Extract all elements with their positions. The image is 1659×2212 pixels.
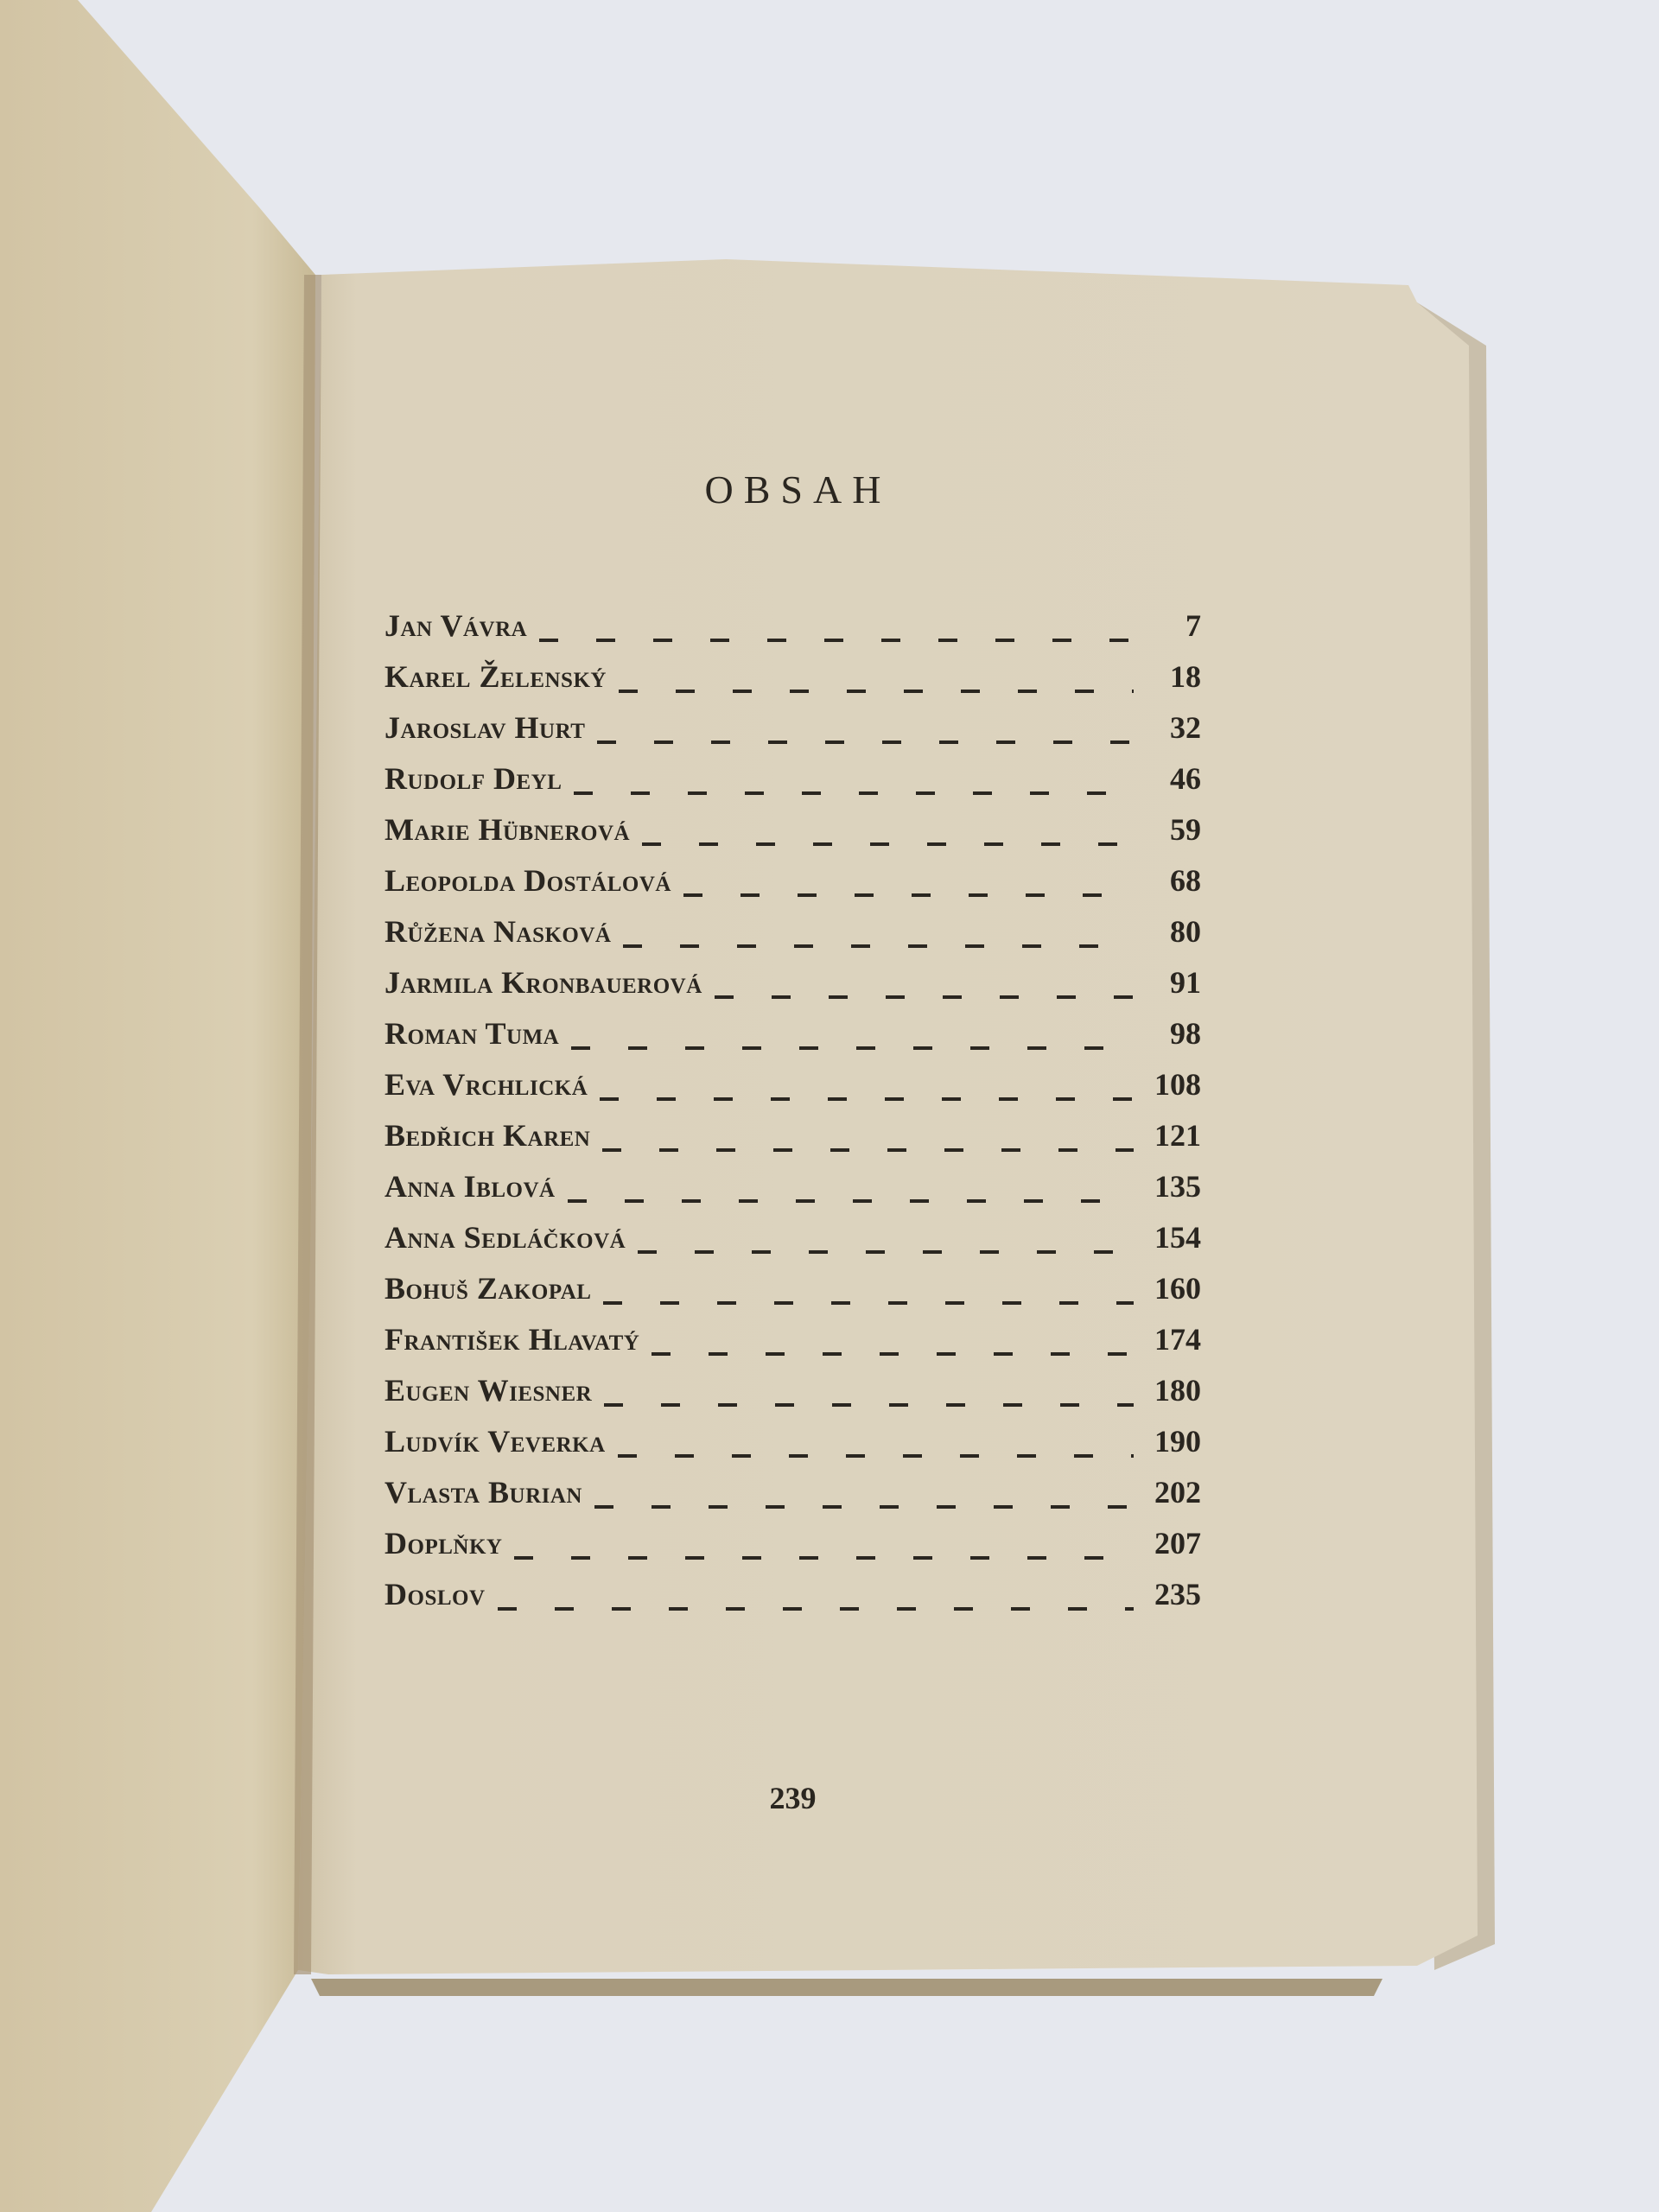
toc-entry-name: Jaroslav Hurt	[385, 710, 586, 745]
toc-entry	[385, 1219, 1201, 1270]
dot-leader	[603, 1301, 1134, 1305]
toc-entry-page: 207	[1154, 1526, 1201, 1560]
toc-entry	[385, 658, 1201, 709]
contents-page	[385, 467, 1201, 1815]
toc-entry-name: Jarmila Kronbauerová	[385, 965, 702, 1000]
dot-leader	[514, 1556, 1134, 1560]
dot-leader	[652, 1352, 1134, 1356]
toc-entry-page: 202	[1154, 1475, 1201, 1510]
dot-leader	[571, 1046, 1134, 1050]
toc-entry	[385, 1270, 1201, 1321]
toc-entry-page: 32	[1170, 710, 1201, 745]
dot-leader	[715, 995, 1134, 999]
dot-leader	[618, 1454, 1134, 1458]
dot-leader	[594, 1505, 1134, 1509]
toc-entry-page: 174	[1154, 1322, 1201, 1357]
toc-entry-name: Leopolda Dostálová	[385, 863, 671, 898]
page-bottom-edge	[311, 1979, 1382, 1996]
toc-entry	[385, 811, 1201, 862]
toc-entry-name: Roman Tuma	[385, 1016, 560, 1051]
toc-entry	[385, 1525, 1201, 1576]
toc-entry-page: 154	[1154, 1220, 1201, 1255]
toc-entry-name: Eugen Wiesner	[385, 1373, 593, 1408]
toc-entry-page: 59	[1170, 812, 1201, 847]
toc-entry	[385, 1474, 1201, 1525]
toc-entry-name: Ludvík Veverka	[385, 1424, 606, 1459]
dot-leader	[597, 741, 1134, 744]
dot-leader	[539, 639, 1134, 642]
toc-entry	[385, 760, 1201, 811]
toc-entry-page: 18	[1170, 659, 1201, 694]
toc-entry-name: Růžena Nasková	[385, 914, 612, 949]
dot-leader	[498, 1607, 1134, 1611]
toc-entry	[385, 913, 1201, 964]
toc-entry-page: 7	[1185, 608, 1201, 643]
toc-entry	[385, 1423, 1201, 1474]
dot-leader	[623, 944, 1134, 948]
dot-leader	[683, 893, 1134, 897]
toc-entry	[385, 1015, 1201, 1066]
toc-entry-page: 91	[1170, 965, 1201, 1000]
toc-entry	[385, 1576, 1201, 1627]
dot-leader	[604, 1403, 1134, 1407]
toc-entry-page: 235	[1154, 1577, 1201, 1611]
toc-entry-page: 98	[1170, 1016, 1201, 1051]
toc-entry-name: Eva Vrchlická	[385, 1067, 588, 1102]
toc-entry-name: Vlasta Burian	[385, 1475, 582, 1510]
left-page	[0, 0, 315, 2212]
toc-entry	[385, 1117, 1201, 1168]
toc-entry-name: Karel Želenský	[385, 659, 607, 694]
toc-entry	[385, 709, 1201, 760]
toc-entry	[385, 964, 1201, 1015]
dot-leader	[638, 1250, 1134, 1254]
page-title: OBSAH	[704, 467, 892, 512]
toc-entry	[385, 1321, 1201, 1372]
dot-leader	[600, 1097, 1134, 1101]
toc-entry-name: Jan Vávra	[385, 608, 528, 643]
dot-leader	[619, 690, 1134, 693]
dot-leader	[602, 1148, 1134, 1152]
toc-entry-name: Bedřich Karen	[385, 1118, 591, 1153]
toc-entry	[385, 1372, 1201, 1423]
toc-entry-page: 160	[1154, 1271, 1201, 1306]
toc-entry-name: Doplňky	[385, 1526, 503, 1560]
toc-entry-page: 68	[1170, 863, 1201, 898]
toc-entry-page: 190	[1154, 1424, 1201, 1459]
toc-entry-name: Doslov	[385, 1577, 486, 1611]
toc-entry-name: František Hlavatý	[385, 1322, 640, 1357]
table-of-contents	[385, 607, 1201, 1627]
toc-entry-page: 180	[1154, 1373, 1201, 1408]
dot-leader	[568, 1199, 1134, 1203]
toc-entry-page: 108	[1154, 1067, 1201, 1102]
toc-entry	[385, 862, 1201, 913]
toc-entry-name: Marie Hübnerová	[385, 812, 631, 847]
toc-entry	[385, 1066, 1201, 1117]
toc-entry-name: Bohuš Zakopal	[385, 1271, 592, 1306]
toc-entry-page: 135	[1154, 1169, 1201, 1204]
toc-entry-name: Rudolf Deyl	[385, 761, 563, 796]
dot-leader	[642, 842, 1134, 846]
toc-entry-page: 80	[1170, 914, 1201, 949]
toc-entry-name: Anna Iblová	[385, 1169, 556, 1204]
toc-entry	[385, 607, 1201, 658]
toc-entry	[385, 1168, 1201, 1219]
toc-entry-page: 46	[1170, 761, 1201, 796]
dot-leader	[574, 791, 1134, 795]
toc-entry-name: Anna Sedláčková	[385, 1220, 626, 1255]
page-number: 239	[769, 1781, 817, 1815]
toc-entry-page: 121	[1154, 1118, 1201, 1153]
